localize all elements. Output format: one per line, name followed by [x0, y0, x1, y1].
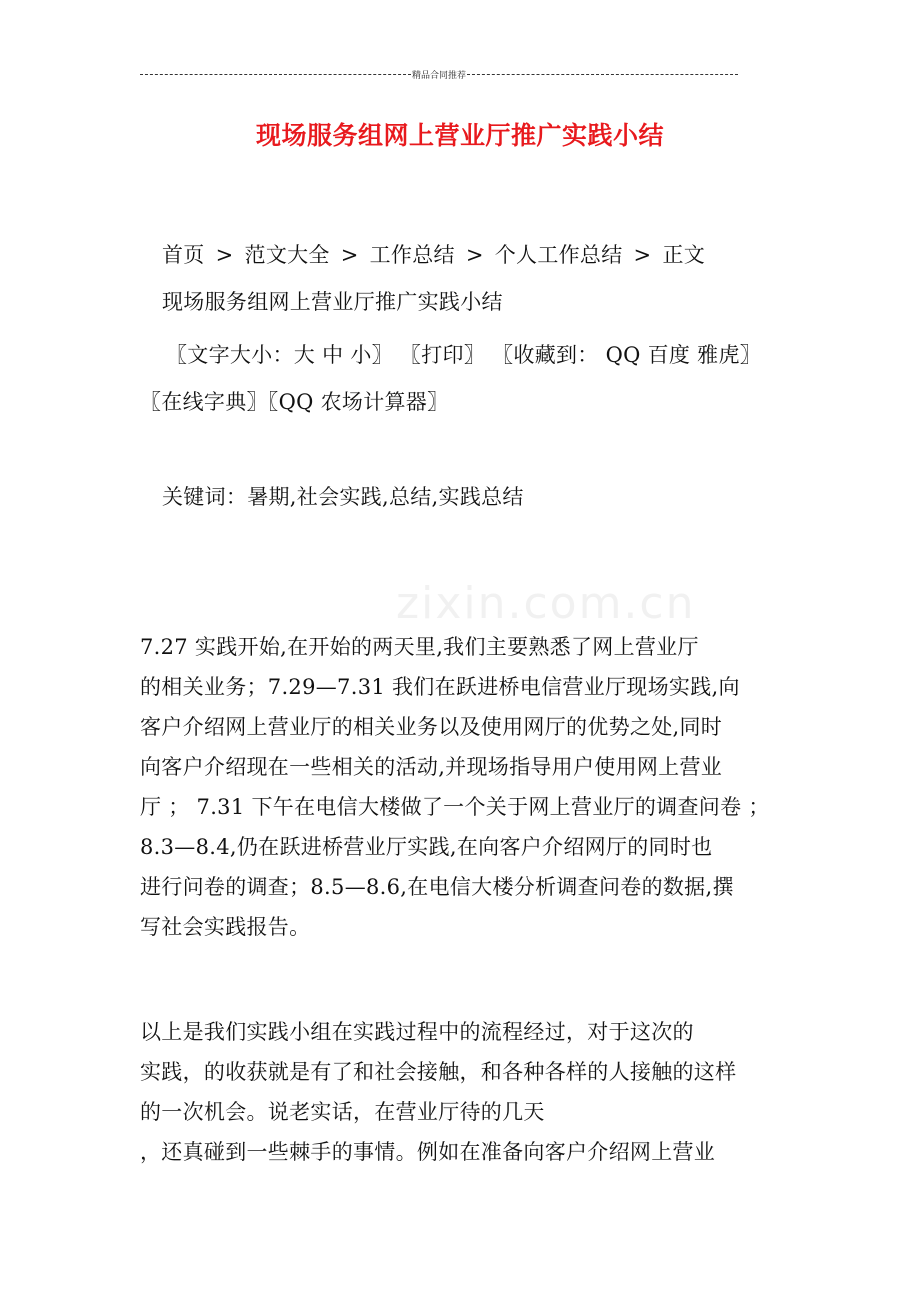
breadcrumb-item-personal-summary[interactable]: 个人工作总结: [494, 243, 623, 267]
watermark: zixin.com.cn: [396, 578, 696, 629]
breadcrumb: [162, 241, 705, 269]
paragraph-line: ，还真碰到一些棘手的事情。例如在准备向客户介绍网上营业: [140, 1140, 716, 1164]
paragraph-line: 8.3—8.4,仍在跃进桥营业厅实践,在向客户介绍网厅的同时也: [140, 835, 713, 859]
paragraph-line: 的相关业务；7.29—7.31 我们在跃进桥电信营业厅现场实践,向: [140, 675, 740, 699]
breadcrumb-separator: >: [465, 243, 484, 267]
tools-line-1[interactable]: 〖文字大小：大 中 小〗 〖打印〗 〖收藏到： QQ 百度 雅虎〗: [166, 343, 762, 367]
paragraph-line: 实践，的收获就是有了和社会接触，和各种各样的人接触的这样: [140, 1060, 737, 1084]
paragraph-line: 向客户介绍现在一些相关的活动,并现场指导用户使用网上营业: [140, 755, 723, 779]
breadcrumb-separator: >: [340, 243, 359, 267]
paragraph-line: 7.27 实践开始,在开始的两天里,我们主要熟悉了网上营业厅: [140, 635, 699, 659]
breadcrumb-item-work-summary[interactable]: 工作总结: [369, 243, 455, 267]
header-dash-left: [140, 74, 411, 75]
paragraph-line: 以上是我们实践小组在实践过程中的流程经过，对于这次的: [140, 1020, 694, 1044]
header-label: 精品合同推荐: [412, 70, 467, 81]
paragraph-line: 厅 ； 7.31 下午在电信大楼做了一个关于网上营业厅的调查问卷 ；: [140, 795, 770, 819]
paragraph-line: 客户介绍网上营业厅的相关业务以及使用网厅的优势之处,同时: [140, 715, 723, 739]
breadcrumb-separator: >: [633, 243, 652, 267]
header-rule: [140, 66, 738, 82]
tools-line-2[interactable]: 〖在线字典〗〖QQ 农场计算器〗: [140, 390, 449, 414]
paragraph-line: 的一次机会。说老实话，在营业厅待的几天: [140, 1100, 545, 1124]
breadcrumb-separator: >: [215, 243, 234, 267]
breadcrumb-item-home[interactable]: 首页: [162, 243, 205, 267]
paragraph-line: 写社会实践报告。: [140, 915, 311, 939]
paragraph-1: [140, 627, 770, 947]
breadcrumb-item-fanwen[interactable]: 范文大全: [244, 243, 330, 267]
document-title: 现场服务组网上营业厅推广实践小结: [255, 121, 664, 150]
paragraph-2: [140, 1012, 736, 1172]
keywords: 关键词：暑期,社会实践,总结,实践总结: [162, 485, 524, 509]
article-subtitle: 现场服务组网上营业厅推广实践小结: [162, 290, 503, 314]
header-dash-right: [467, 74, 738, 75]
breadcrumb-item-body: 正文: [662, 243, 706, 267]
paragraph-line: 进行问卷的调查；8.5—8.6,在电信大楼分析调查问卷的数据,撰: [140, 875, 734, 899]
